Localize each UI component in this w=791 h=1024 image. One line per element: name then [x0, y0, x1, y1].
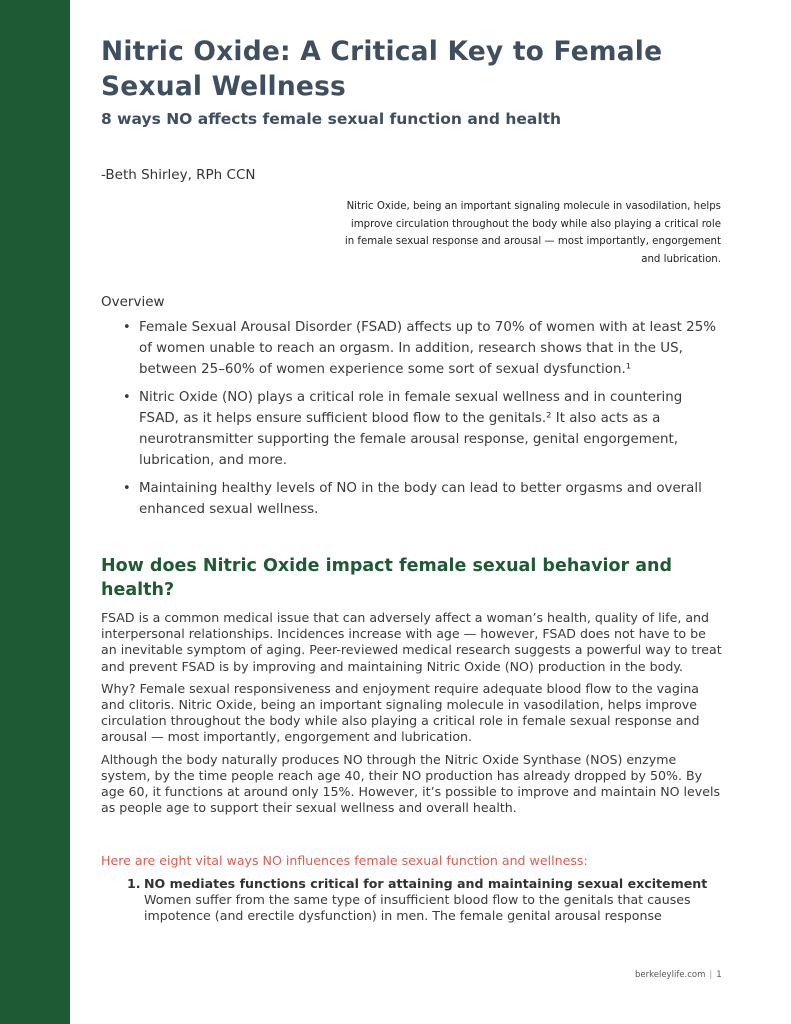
- overview-heading: Overview: [101, 294, 165, 310]
- pull-quote: Nitric Oxide, being an important signaling molecule in vasodilation, helps improve circulation throughout the body while also playing a critical role in female sexual response and arousal — most importantly, engorgement and lubrication.: [344, 201, 721, 265]
- footer-site-link[interactable]: berkeleylife.com: [635, 970, 706, 980]
- body-paragraph: Why? Female sexual responsiveness and enjoyment require adequate blood flow to the vagina and clitoris. Nitric Oxide, being an important signaling molecule in vasodilation, helps improve circulation throughout the body while also playing a critical role in female sexual response and arousal — most importantly, engorgement and lubrication.: [101, 680, 700, 745]
- bullet-icon: •: [123, 390, 131, 405]
- numbered-item-heading: [127, 876, 727, 892]
- section-body: [101, 610, 723, 822]
- page-number: 1: [716, 970, 722, 980]
- numbered-list: [127, 876, 727, 925]
- page-title: Nitric Oxide: A Critical Key to Female Sexual Wellness: [101, 36, 663, 102]
- footer-separator: |: [709, 970, 713, 980]
- section-heading: How does Nitric Oxide impact female sexual behavior and health?: [101, 556, 673, 600]
- overview-bullet: [123, 387, 723, 471]
- bullet-text: Maintaining healthy levels of NO in the body can lead to better orgasms and overall enhanced sexual wellness.: [139, 481, 702, 517]
- body-paragraph: FSAD is a common medical issue that can adversely affect a woman’s health, quality of life, and interpersonal relationships. Incidences increase with age — however, FSAD does not have to be an inevitable symptom of aging. Peer-reviewed medical research suggests a powerful way to treat and prevent FSAD is by improving and maintaining Nitric Oxide (NO) production in the body.: [101, 610, 722, 674]
- overview-bullet-list: [123, 317, 723, 527]
- overview-bullet: [123, 478, 723, 520]
- bullet-text: Nitric Oxide (NO) plays a critical role in female sexual wellness and in countering FSAD, as it helps ensure sufficient blood flow to the genitals.² It also acts as a neurotransmitter supporting the female arousal response, genital engorgement, lubrication, and more.: [139, 390, 683, 468]
- green-sidebar-band: [0, 0, 70, 1024]
- highlight-intro: Here are eight vital ways NO influences female sexual function and wellness:: [101, 853, 588, 868]
- bullet-text: Female Sexual Arousal Disorder (FSAD) affects up to 70% of women with at least 25% of women unable to reach an orgasm. In addition, research shows that in the US, between 25–60% of women experience some sort of sexual dysfunction.¹: [139, 320, 716, 377]
- page-subtitle: 8 ways NO affects female sexual function and health: [101, 110, 562, 128]
- author-byline: -Beth Shirley, RPh CCN: [101, 167, 256, 183]
- page-footer: [635, 970, 722, 980]
- body-paragraph: Although the body naturally produces NO through the Nitric Oxide Synthase (NOS) enzyme system, by the time people reach age 40, their NO production has already dropped by 50%. By age 60, it functions at around only 15%. However, it’s possible to improve and maintain NO levels as people age to support their sexual wellness and overall health.: [101, 751, 721, 816]
- numbered-item-body: Women suffer from the same type of insufficient blood flow to the genitals that causes impotence (and erectile dysfunction) in men. The female genital arousal response: [144, 892, 691, 924]
- overview-bullet: [123, 317, 723, 380]
- item-number: 1.: [127, 876, 141, 891]
- item-title: NO mediates functions critical for attaining and maintaining sexual excitement: [144, 876, 708, 891]
- bullet-icon: •: [123, 320, 131, 335]
- bullet-icon: •: [123, 481, 131, 496]
